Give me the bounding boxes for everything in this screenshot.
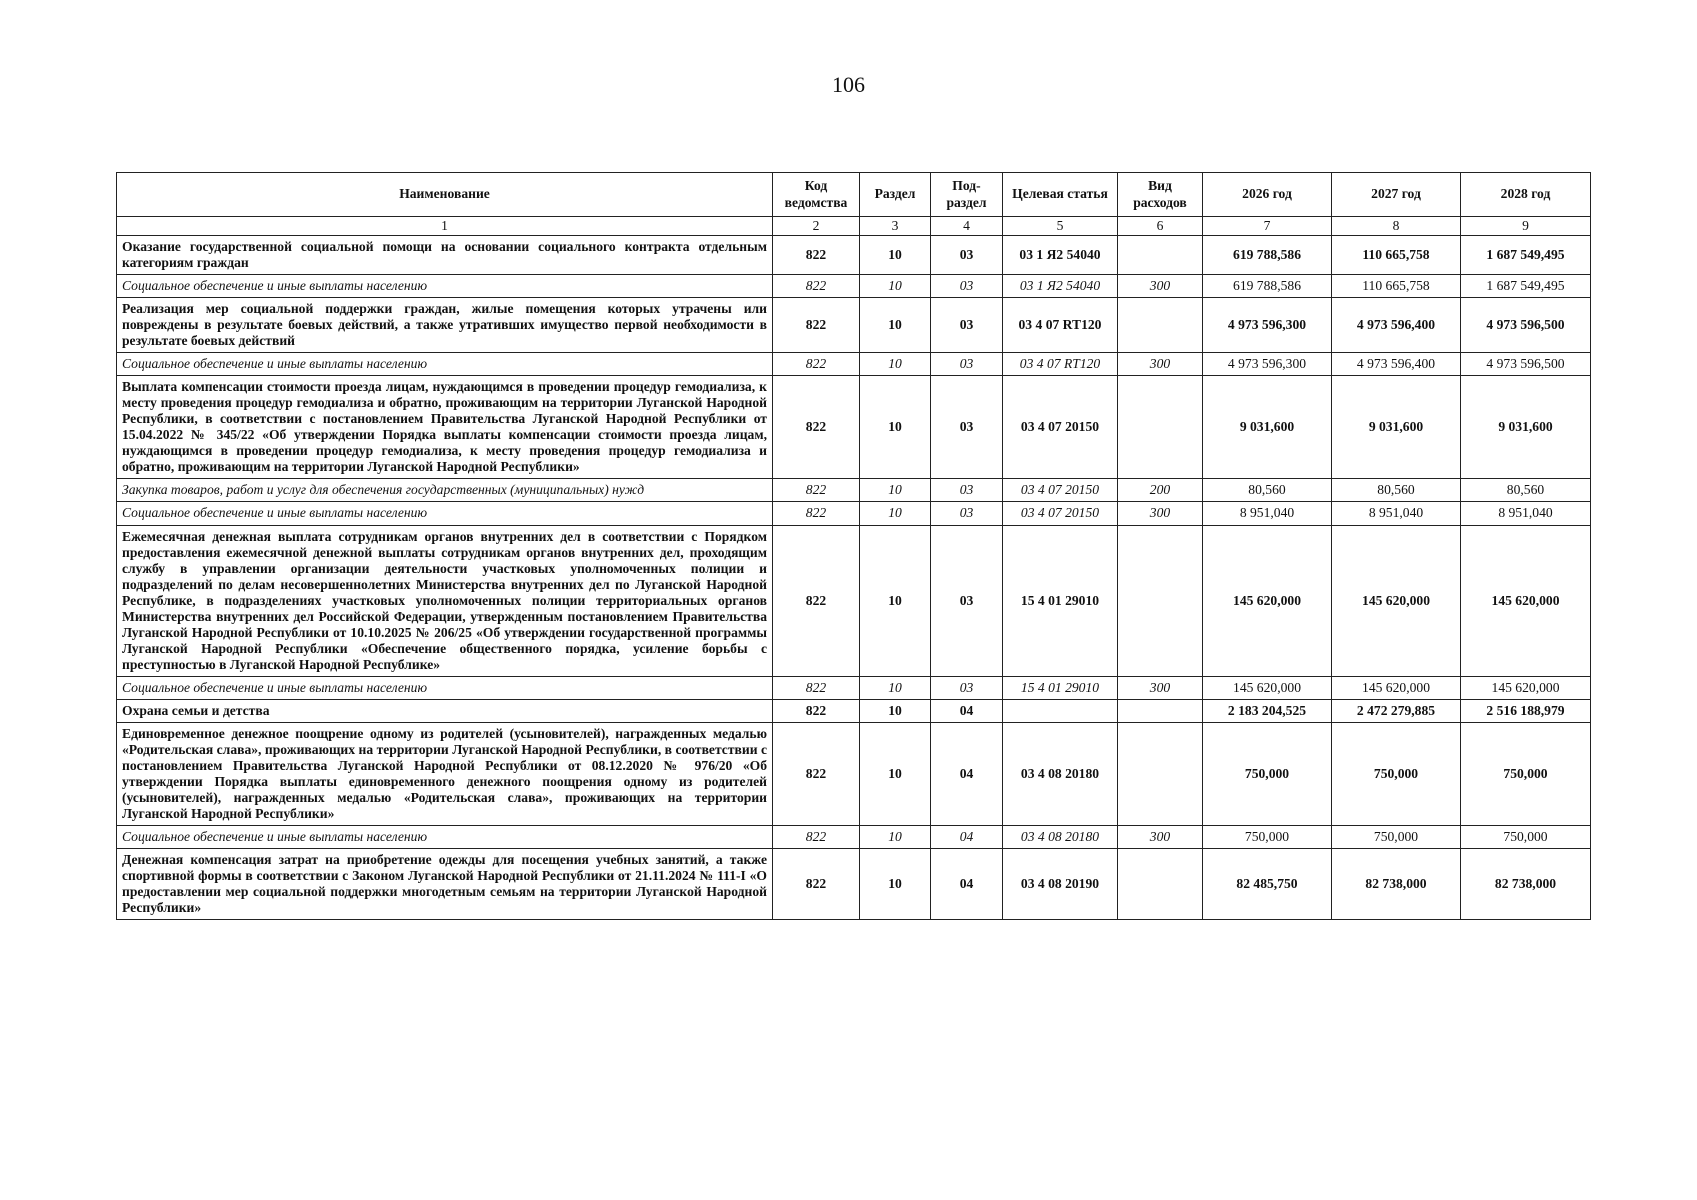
row-subsection: 04 (931, 849, 1003, 920)
table-row-item (117, 298, 1591, 353)
row-department-code: 822 (773, 353, 860, 376)
row-subsection: 04 (931, 826, 1003, 849)
row-amount-2028: 82 738,000 (1461, 849, 1591, 920)
row-subsection: 03 (931, 236, 1003, 275)
row-amount-2028: 750,000 (1461, 722, 1591, 825)
table-row-subitem (117, 676, 1591, 699)
row-name: Единовременное денежное поощрение одному из родителей (усыновителей), награжденных медалью «Родительская слава», проживающих на территории Луганской Народной Республики, в соответствии с постановлением Правительства Луганской Народной Республики от 08.12.2020 № 976/20 «Об утверждении Порядка выплаты единовременного денежного поощрения одному из родителей (усыновителей), награжденных медалью «Родительская слава», проживающих на территории Луганской Народной Республики» (117, 722, 773, 825)
column-number: 6 (1118, 217, 1203, 236)
budget-table (116, 172, 1591, 920)
row-expense-type (1118, 525, 1203, 676)
header-section: Раздел (860, 173, 931, 217)
row-name: Социальное обеспечение и иные выплаты населению (117, 353, 773, 376)
row-subsection: 03 (931, 502, 1003, 525)
row-amount-2027: 8 951,040 (1332, 502, 1461, 525)
row-target-article: 03 4 08 20190 (1003, 849, 1118, 920)
header-target-article: Целевая статья (1003, 173, 1118, 217)
row-amount-2026: 80,560 (1203, 479, 1332, 502)
row-amount-2026: 4 973 596,300 (1203, 298, 1332, 353)
table-row-subitem (117, 479, 1591, 502)
row-target-article (1003, 699, 1118, 722)
row-subsection: 04 (931, 699, 1003, 722)
row-expense-type: 300 (1118, 502, 1203, 525)
row-department-code: 822 (773, 275, 860, 298)
column-number: 1 (117, 217, 773, 236)
table-row-subitem (117, 826, 1591, 849)
row-amount-2027: 110 665,758 (1332, 275, 1461, 298)
row-name: Реализация мер социальной поддержки граждан, жилые помещения которых утрачены или повреждены в результате боевых действий, а также утративших имущество первой необходимости в результате боевых действий (117, 298, 773, 353)
row-amount-2027: 82 738,000 (1332, 849, 1461, 920)
row-subsection: 03 (931, 479, 1003, 502)
row-amount-2026: 750,000 (1203, 722, 1332, 825)
row-amount-2028: 145 620,000 (1461, 525, 1591, 676)
row-expense-type: 300 (1118, 826, 1203, 849)
table-row-subitem (117, 502, 1591, 525)
row-name: Социальное обеспечение и иные выплаты населению (117, 826, 773, 849)
row-target-article: 03 4 07 20150 (1003, 376, 1118, 479)
row-name: Закупка товаров, работ и услуг для обеспечения государственных (муниципальных) нужд (117, 479, 773, 502)
row-amount-2027: 4 973 596,400 (1332, 353, 1461, 376)
row-target-article: 03 4 07 20150 (1003, 502, 1118, 525)
header-year-2026: 2026 год (1203, 173, 1332, 217)
row-expense-type: 200 (1118, 479, 1203, 502)
row-amount-2027: 80,560 (1332, 479, 1461, 502)
row-section: 10 (860, 699, 931, 722)
header-expense-type: Вид расходов (1118, 173, 1203, 217)
row-amount-2027: 750,000 (1332, 722, 1461, 825)
row-amount-2028: 145 620,000 (1461, 676, 1591, 699)
row-name: Ежемесячная денежная выплата сотрудникам органов внутренних дел в соответствии с Порядком предоставления ежемесячной денежной выплаты сотрудникам органов внутренних дел, проходящим службу в управлении организации деятельности участковых уполномоченных полиции и подразделений по делам несовершеннолетних Министерства внутренних дел по Луганской Народной Республике, в подразделениях участковых уполномоченных полиции территориальных органов Министерства внутренних дел Российской Федерации, утвержденным постановлением Правительства Луганской Народной Республики от 10.10.2025 № 206/25 «Об утверждении государственной программы Луганской Народной Республики «Обеспечение общественного порядка, усиление борьбы с преступностью в Луганской Народной Республике» (117, 525, 773, 676)
column-number: 3 (860, 217, 931, 236)
row-name: Денежная компенсация затрат на приобретение одежды для посещения учебных занятий, а также спортивной формы в соответствии с Законом Луганской Народной Республики от 21.11.2024 № 111-I «О предоставлении мер социальной поддержки многодетным семьям на территории Луганской Народной Республики» (117, 849, 773, 920)
row-name: Социальное обеспечение и иные выплаты населению (117, 676, 773, 699)
row-target-article: 03 4 07 RT120 (1003, 353, 1118, 376)
header-subsection: Под-раздел (931, 173, 1003, 217)
row-name: Выплата компенсации стоимости проезда лицам, нуждающимся в проведении процедур гемодиализа, к месту проведения процедур гемодиализа и обратно, проживающим на территории Луганской Народной Республики, в соответствии с постановлением Правительства Луганской Народной Республики от 15.04.2022 № 345/22 «Об утверждении Порядка выплаты компенсации стоимости проезда лицам, нуждающимся в проведении процедур гемодиализа, к месту проведения процедур гемодиализа и обратно, проживающим на территории Луганской Народной Республики» (117, 376, 773, 479)
column-number: 7 (1203, 217, 1332, 236)
row-target-article: 15 4 01 29010 (1003, 525, 1118, 676)
header-year-2027: 2027 год (1332, 173, 1461, 217)
row-amount-2028: 4 973 596,500 (1461, 353, 1591, 376)
row-target-article: 03 4 08 20180 (1003, 722, 1118, 825)
row-amount-2028: 8 951,040 (1461, 502, 1591, 525)
column-number: 4 (931, 217, 1003, 236)
row-amount-2026: 145 620,000 (1203, 525, 1332, 676)
row-amount-2026: 619 788,586 (1203, 236, 1332, 275)
row-target-article: 03 1 Я2 54040 (1003, 236, 1118, 275)
row-amount-2027: 145 620,000 (1332, 525, 1461, 676)
row-expense-type: 300 (1118, 353, 1203, 376)
row-amount-2027: 9 031,600 (1332, 376, 1461, 479)
row-section: 10 (860, 376, 931, 479)
row-amount-2026: 4 973 596,300 (1203, 353, 1332, 376)
table-row-item (117, 849, 1591, 920)
row-department-code: 822 (773, 376, 860, 479)
row-amount-2028: 1 687 549,495 (1461, 236, 1591, 275)
row-name: Оказание государственной социальной помощи на основании социального контракта отдельным категориям граждан (117, 236, 773, 275)
row-expense-type (1118, 376, 1203, 479)
row-section: 10 (860, 676, 931, 699)
row-subsection: 03 (931, 525, 1003, 676)
row-expense-type (1118, 298, 1203, 353)
table-row-item (117, 376, 1591, 479)
row-name: Социальное обеспечение и иные выплаты населению (117, 275, 773, 298)
column-number-row (117, 217, 1591, 236)
row-department-code: 822 (773, 699, 860, 722)
row-section: 10 (860, 849, 931, 920)
row-subsection: 03 (931, 275, 1003, 298)
column-number: 5 (1003, 217, 1118, 236)
row-department-code: 822 (773, 298, 860, 353)
row-subsection: 03 (931, 376, 1003, 479)
row-department-code: 822 (773, 479, 860, 502)
row-subsection: 03 (931, 353, 1003, 376)
row-department-code: 822 (773, 236, 860, 275)
row-amount-2027: 4 973 596,400 (1332, 298, 1461, 353)
row-amount-2027: 145 620,000 (1332, 676, 1461, 699)
page-number: 106 (832, 72, 865, 97)
row-amount-2026: 750,000 (1203, 826, 1332, 849)
table-row-item (117, 722, 1591, 825)
table-row-item (117, 699, 1591, 722)
column-number: 9 (1461, 217, 1591, 236)
row-name: Социальное обеспечение и иные выплаты населению (117, 502, 773, 525)
row-expense-type (1118, 722, 1203, 825)
row-amount-2028: 9 031,600 (1461, 376, 1591, 479)
row-subsection: 04 (931, 722, 1003, 825)
row-target-article: 03 4 08 20180 (1003, 826, 1118, 849)
row-subsection: 03 (931, 676, 1003, 699)
row-name: Охрана семьи и детства (117, 699, 773, 722)
row-department-code: 822 (773, 525, 860, 676)
row-department-code: 822 (773, 676, 860, 699)
header-department-code: Код ведомства (773, 173, 860, 217)
row-expense-type: 300 (1118, 275, 1203, 298)
row-section: 10 (860, 236, 931, 275)
row-amount-2027: 2 472 279,885 (1332, 699, 1461, 722)
table-header (117, 173, 1591, 217)
row-department-code: 822 (773, 502, 860, 525)
row-expense-type (1118, 236, 1203, 275)
row-subsection: 03 (931, 298, 1003, 353)
header-name: Наименование (117, 173, 773, 217)
row-section: 10 (860, 502, 931, 525)
row-expense-type (1118, 849, 1203, 920)
row-amount-2028: 750,000 (1461, 826, 1591, 849)
table-row-item (117, 525, 1591, 676)
row-target-article: 15 4 01 29010 (1003, 676, 1118, 699)
row-target-article: 03 1 Я2 54040 (1003, 275, 1118, 298)
row-section: 10 (860, 722, 931, 825)
header-year-2028: 2028 год (1461, 173, 1591, 217)
row-amount-2026: 145 620,000 (1203, 676, 1332, 699)
row-section: 10 (860, 353, 931, 376)
row-amount-2027: 750,000 (1332, 826, 1461, 849)
row-amount-2028: 80,560 (1461, 479, 1591, 502)
row-amount-2026: 82 485,750 (1203, 849, 1332, 920)
row-section: 10 (860, 298, 931, 353)
row-amount-2028: 1 687 549,495 (1461, 275, 1591, 298)
row-amount-2028: 2 516 188,979 (1461, 699, 1591, 722)
row-section: 10 (860, 525, 931, 676)
row-amount-2027: 110 665,758 (1332, 236, 1461, 275)
row-target-article: 03 4 07 20150 (1003, 479, 1118, 502)
column-number: 8 (1332, 217, 1461, 236)
row-section: 10 (860, 826, 931, 849)
column-number: 2 (773, 217, 860, 236)
table-row-subitem (117, 275, 1591, 298)
row-expense-type: 300 (1118, 676, 1203, 699)
row-amount-2026: 2 183 204,525 (1203, 699, 1332, 722)
row-department-code: 822 (773, 722, 860, 825)
row-target-article: 03 4 07 RT120 (1003, 298, 1118, 353)
row-department-code: 822 (773, 849, 860, 920)
table-row-subitem (117, 353, 1591, 376)
row-amount-2026: 9 031,600 (1203, 376, 1332, 479)
row-expense-type (1118, 699, 1203, 722)
row-amount-2026: 619 788,586 (1203, 275, 1332, 298)
table-body (117, 217, 1591, 920)
row-section: 10 (860, 275, 931, 298)
row-department-code: 822 (773, 826, 860, 849)
row-amount-2026: 8 951,040 (1203, 502, 1332, 525)
row-section: 10 (860, 479, 931, 502)
table-row-item (117, 236, 1591, 275)
row-amount-2028: 4 973 596,500 (1461, 298, 1591, 353)
